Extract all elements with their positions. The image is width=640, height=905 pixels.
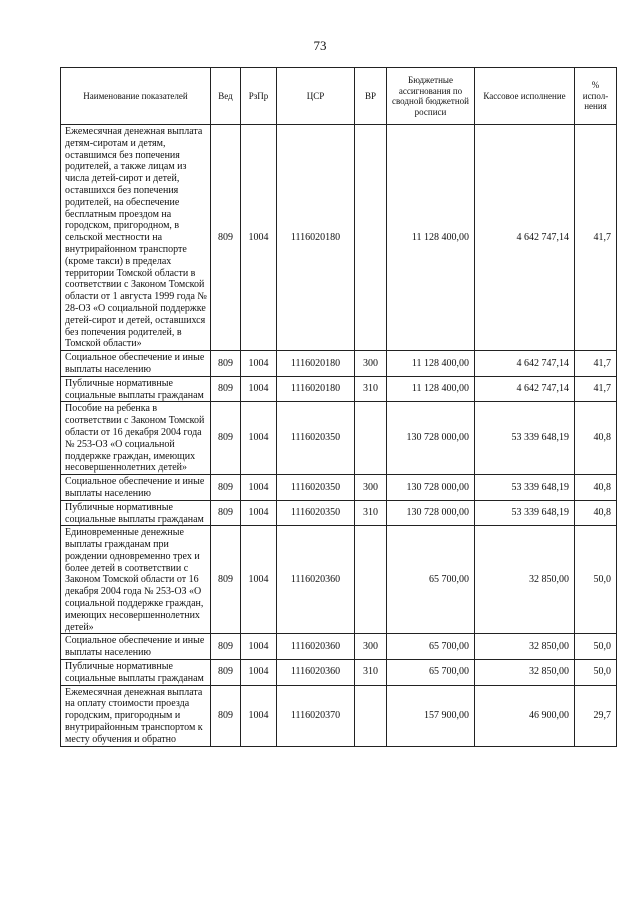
row-assignments: 130 728 000,00	[387, 500, 475, 526]
row-vr: 300	[355, 351, 387, 377]
row-cash-execution: 32 850,00	[475, 634, 575, 660]
row-vr: 300	[355, 634, 387, 660]
row-vr: 310	[355, 500, 387, 526]
row-name: Единовременные денежные выплаты гражданам при рождении одновременно трех и более детей в соответствии с Законом Томской области от 16 декабря 2004 года № 253-ОЗ «О социальной поддержке граждан, имеющих несовершеннолетних детей»	[61, 526, 211, 634]
table-row	[61, 660, 617, 686]
row-assignments: 65 700,00	[387, 660, 475, 686]
row-ved: 809	[211, 660, 241, 686]
row-cash-execution: 4 642 747,14	[475, 376, 575, 402]
row-cash-execution: 53 339 648,19	[475, 475, 575, 501]
row-assignments: 130 728 000,00	[387, 475, 475, 501]
row-rzpr: 1004	[241, 660, 277, 686]
row-rzpr: 1004	[241, 500, 277, 526]
row-execution-percent: 40,8	[575, 500, 617, 526]
row-rzpr: 1004	[241, 634, 277, 660]
header-rzpr: РзПр	[241, 68, 277, 125]
row-cash-execution: 53 339 648,19	[475, 402, 575, 475]
header-execution-percent: % испол-нения	[575, 68, 617, 125]
row-name: Публичные нормативные социальные выплаты гражданам	[61, 660, 211, 686]
row-cash-execution: 4 642 747,14	[475, 125, 575, 351]
row-csr: 1116020180	[277, 351, 355, 377]
row-execution-percent: 50,0	[575, 660, 617, 686]
row-execution-percent: 41,7	[575, 351, 617, 377]
row-execution-percent: 29,7	[575, 685, 617, 746]
row-ved: 809	[211, 125, 241, 351]
table-row	[61, 634, 617, 660]
budget-execution-table	[60, 67, 617, 747]
header-vr: ВР	[355, 68, 387, 125]
row-csr: 1116020360	[277, 660, 355, 686]
table-row	[61, 475, 617, 501]
row-assignments: 65 700,00	[387, 526, 475, 634]
row-ved: 809	[211, 376, 241, 402]
row-ved: 809	[211, 351, 241, 377]
row-execution-percent: 40,8	[575, 475, 617, 501]
row-csr: 1116020180	[277, 125, 355, 351]
row-cash-execution: 4 642 747,14	[475, 351, 575, 377]
page-number: 73	[313, 38, 327, 53]
row-assignments: 157 900,00	[387, 685, 475, 746]
table-row	[61, 376, 617, 402]
row-assignments: 65 700,00	[387, 634, 475, 660]
header-cash-execution: Кассовое исполнение	[475, 68, 575, 125]
row-assignments: 11 128 400,00	[387, 376, 475, 402]
row-name: Публичные нормативные социальные выплаты гражданам	[61, 376, 211, 402]
row-assignments: 11 128 400,00	[387, 125, 475, 351]
row-ved: 809	[211, 475, 241, 501]
row-cash-execution: 32 850,00	[475, 660, 575, 686]
row-ved: 809	[211, 685, 241, 746]
row-rzpr: 1004	[241, 125, 277, 351]
row-vr: 310	[355, 376, 387, 402]
row-name: Социальное обеспечение и иные выплаты населению	[61, 475, 211, 501]
row-vr: 300	[355, 475, 387, 501]
row-name: Пособие на ребенка в соответствии с Законом Томской области от 16 декабря 2004 года № 253-ОЗ «О социальной поддержке граждан, имеющих несовершеннолетних детей»	[61, 402, 211, 475]
row-csr: 1116020350	[277, 402, 355, 475]
row-execution-percent: 50,0	[575, 526, 617, 634]
header-assignments: Бюджетные ассигнования по сводной бюджетной росписи	[387, 68, 475, 125]
row-assignments: 130 728 000,00	[387, 402, 475, 475]
row-name: Социальное обеспечение и иные выплаты населению	[61, 351, 211, 377]
row-assignments: 11 128 400,00	[387, 351, 475, 377]
row-rzpr: 1004	[241, 376, 277, 402]
row-csr: 1116020350	[277, 475, 355, 501]
row-vr	[355, 125, 387, 351]
row-rzpr: 1004	[241, 526, 277, 634]
row-vr	[355, 526, 387, 634]
row-csr: 1116020180	[277, 376, 355, 402]
row-execution-percent: 50,0	[575, 634, 617, 660]
row-execution-percent: 41,7	[575, 376, 617, 402]
row-csr: 1116020370	[277, 685, 355, 746]
row-csr: 1116020360	[277, 526, 355, 634]
row-rzpr: 1004	[241, 475, 277, 501]
row-cash-execution: 53 339 648,19	[475, 500, 575, 526]
row-ved: 809	[211, 402, 241, 475]
table-row	[61, 685, 617, 746]
row-csr: 1116020360	[277, 634, 355, 660]
table-row	[61, 500, 617, 526]
header-ved: Вед	[211, 68, 241, 125]
row-vr	[355, 685, 387, 746]
row-ved: 809	[211, 526, 241, 634]
row-name: Ежемесячная денежная выплата на оплату стоимости проезда городским, пригородным и внутрирайонным транспортом к месту обучения и обратно	[61, 685, 211, 746]
row-rzpr: 1004	[241, 351, 277, 377]
table-row	[61, 526, 617, 634]
row-cash-execution: 46 900,00	[475, 685, 575, 746]
row-vr: 310	[355, 660, 387, 686]
table-header-row	[61, 68, 617, 125]
row-csr: 1116020350	[277, 500, 355, 526]
row-rzpr: 1004	[241, 402, 277, 475]
table-row	[61, 125, 617, 351]
row-ved: 809	[211, 500, 241, 526]
row-execution-percent: 40,8	[575, 402, 617, 475]
table-row	[61, 402, 617, 475]
row-name: Социальное обеспечение и иные выплаты населению	[61, 634, 211, 660]
row-ved: 809	[211, 634, 241, 660]
header-name: Наименование показателей	[61, 68, 211, 125]
header-csr: ЦСР	[277, 68, 355, 125]
row-name: Ежемесячная денежная выплата детям-сиротам и детям, оставшимся без попечения родителей, а также лицам из числа детей-сирот и детей, оставшихся без попечения родителей, на обеспечение бесплатным проездом на городском, пригородном, в сельской местности на внутрирайонном транспорте (кроме такси) в пределах территории Томской области в соответствии с Законом Томской области от 1 августа 1999 года № 28-ОЗ «О социальной поддержке детей-сирот и детей, оставшихся без попечения родителей, в Томской области»	[61, 125, 211, 351]
row-cash-execution: 32 850,00	[475, 526, 575, 634]
row-name: Публичные нормативные социальные выплаты гражданам	[61, 500, 211, 526]
row-rzpr: 1004	[241, 685, 277, 746]
row-execution-percent: 41,7	[575, 125, 617, 351]
table-row	[61, 351, 617, 377]
row-vr	[355, 402, 387, 475]
